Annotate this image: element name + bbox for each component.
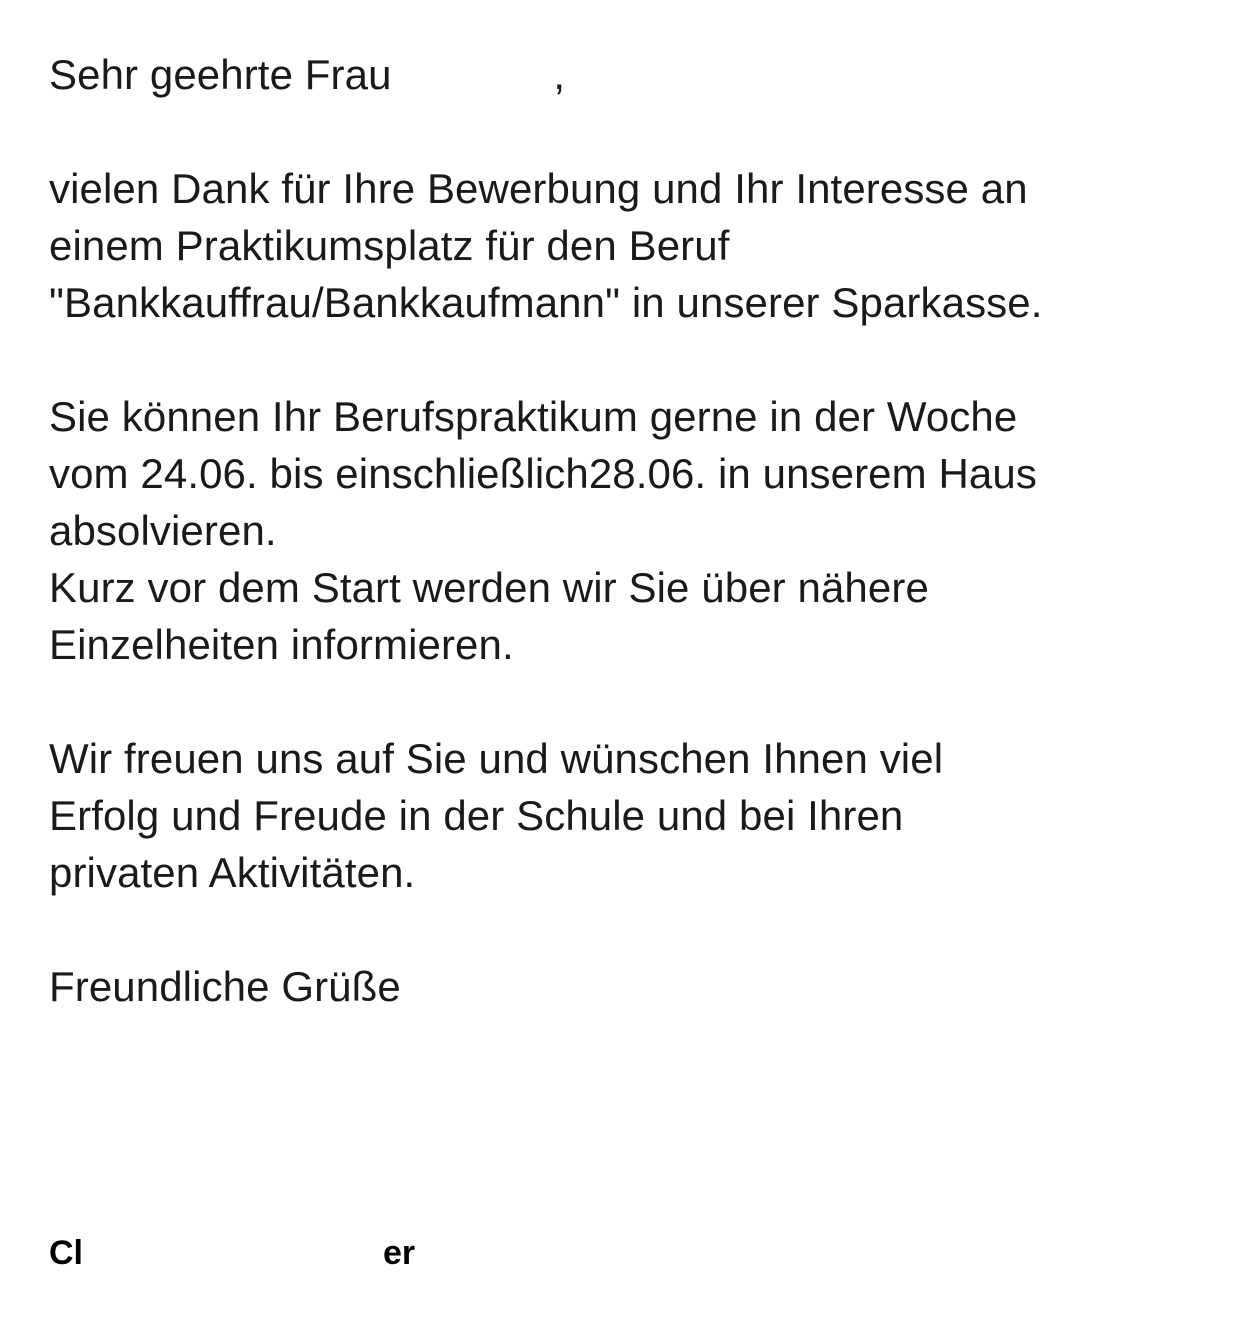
paragraph-line: vielen Dank für Ihre Bewerbung und Ihr Interesse an	[49, 165, 1028, 212]
paragraph-line: "Bankkauffrau/Bankkaufmann" in unserer Sparkasse.	[49, 279, 1043, 326]
salutation-suffix: ,	[553, 51, 566, 98]
paragraph-line: Sie können Ihr Berufspraktikum gerne in der Woche	[49, 393, 1018, 440]
paragraph-line: absolvieren.	[49, 507, 277, 554]
paragraph-line: Erfolg und Freude in der Schule und bei Ihren	[49, 792, 904, 839]
paragraph-line: vom 24.06. bis einschließlich28.06. in unserem Haus	[49, 450, 1037, 497]
paragraph-line: privaten Aktivitäten.	[49, 849, 416, 896]
signature-end: er	[383, 1234, 416, 1272]
salutation-line	[49, 46, 565, 103]
paragraph-line: Einzelheiten informieren.	[49, 621, 514, 668]
redacted-name	[403, 58, 553, 98]
signature-start: Cl	[49, 1234, 83, 1272]
redacted-signature	[83, 1236, 383, 1274]
paragraph-line: einem Praktikumsplatz für den Beruf	[49, 222, 730, 269]
closing-greeting: Freundliche Grüße	[49, 963, 401, 1010]
signature	[49, 1228, 415, 1278]
paragraph-line: Kurz vor dem Start werden wir Sie über nähere	[49, 564, 929, 611]
paragraph-line: Wir freuen uns auf Sie und wünschen Ihnen viel	[49, 735, 944, 782]
salutation-prefix: Sehr geehrte Frau	[49, 51, 392, 98]
